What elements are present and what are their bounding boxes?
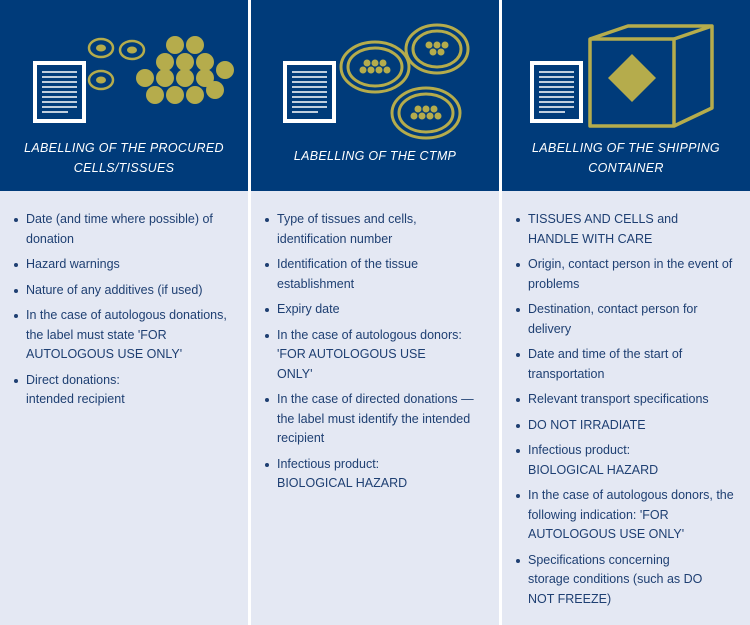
list-item: In the case of autologous donors: 'FOR AUTOLOGOUS USE ONLY' (277, 326, 462, 385)
list-item: Hazard warnings (26, 255, 240, 275)
requirements-list (502, 191, 750, 609)
list-item: Date and time of the start of transportation (528, 345, 693, 384)
column-body (251, 191, 499, 625)
column-title (251, 146, 499, 166)
header-illustration (0, 0, 248, 140)
title-line: LABELLING OF THE SHIPPING (532, 141, 720, 155)
shipping-box-icon (590, 26, 712, 126)
document-icon (33, 61, 86, 123)
list-item: Direct donations: intended recipient (26, 371, 161, 410)
list-item: Specifications concerning storage conditions (such as DO NOT FREEZE) (528, 551, 703, 610)
column-header (0, 0, 248, 191)
requirements-list (0, 191, 248, 410)
column-title (0, 138, 248, 178)
list-item: In the case of directed donations — the label must identify the intended recipient (277, 390, 485, 449)
column-procured-cells (0, 0, 248, 625)
column-title (502, 138, 750, 178)
column-header (502, 0, 750, 191)
list-item: Destination, contact person for delivery (528, 300, 703, 339)
list-item: Expiry date (277, 300, 491, 320)
requirements-list (251, 191, 499, 494)
document-icon (530, 61, 583, 123)
column-shipping-container (502, 0, 750, 625)
column-header (251, 0, 499, 191)
header-illustration (251, 0, 499, 140)
petri-dish-icon (341, 25, 468, 138)
list-item: In the case of autologous donations, the label must state 'FOR AUTOLOGOUS USE ONLY' (26, 306, 238, 365)
cells-icon (89, 36, 234, 104)
list-item: Identification of the tissue establishment (277, 255, 472, 294)
list-item: Type of tissues and cells, identification number (277, 210, 462, 249)
title-line: LABELLING OF THE CTMP (293, 149, 457, 163)
title-line: CELLS/TISSUES (73, 161, 175, 175)
column-ctmp (251, 0, 499, 625)
list-item: Date (and time where possible) of donation (26, 210, 216, 249)
list-item: DO NOT IRRADIATE (528, 416, 742, 436)
title-line: CONTAINER (588, 161, 664, 175)
list-item: Infectious product: BIOLOGICAL HAZARD (277, 455, 437, 494)
document-icon (283, 61, 336, 123)
header-illustration (502, 0, 750, 140)
title-line: LABELLING OF THE PROCURED (24, 141, 224, 155)
column-body (0, 191, 248, 625)
list-item: Relevant transport specifications (528, 390, 742, 410)
list-item: In the case of autologous donors, the following indication: 'FOR AUTOLOGOUS USE ONLY' (528, 486, 738, 545)
column-body (502, 191, 750, 625)
list-item: Infectious product: BIOLOGICAL HAZARD (528, 441, 668, 480)
list-item: TISSUES AND CELLS and HANDLE WITH CARE (528, 210, 700, 249)
list-item: Nature of any additives (if used) (26, 281, 240, 301)
list-item: Origin, contact person in the event of problems (528, 255, 742, 294)
